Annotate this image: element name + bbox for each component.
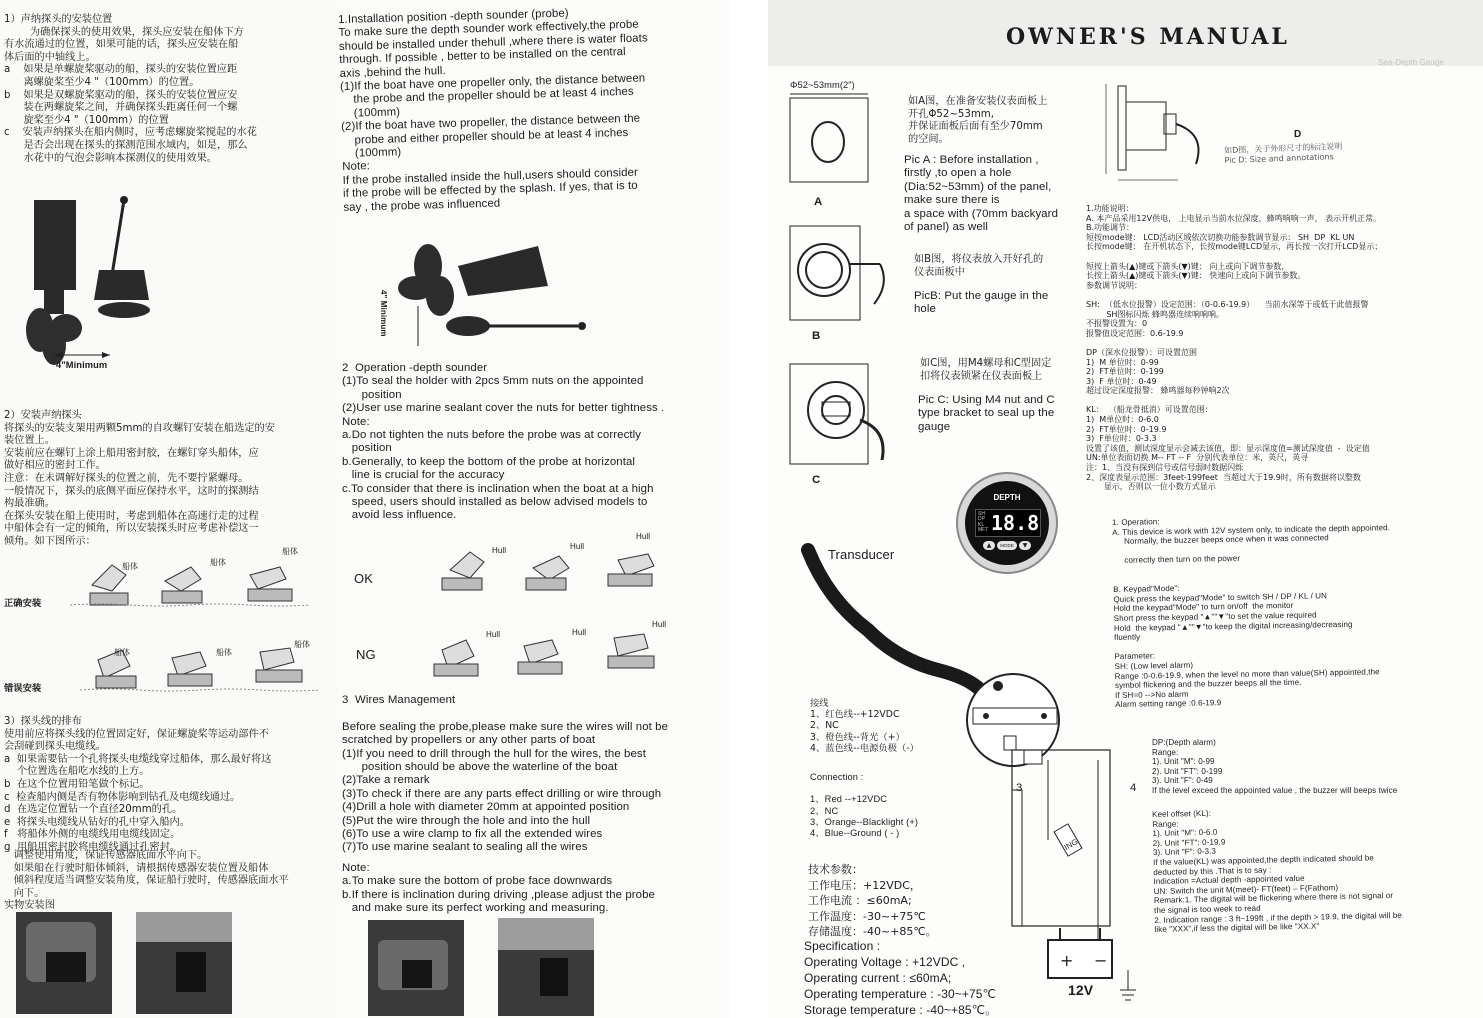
pic-c-zh: 如C图，用M4螺母和C型固定 扣将仪表锁紧在仪表面板上 [920,358,1052,382]
unit-kl: KL [978,521,985,528]
hull-label-en-2: Hull [570,542,585,551]
hull-label-zh-3: 船体 [282,547,298,556]
up-arrow-button[interactable]: ▲ [983,541,995,550]
en-note-2: Note: a.To make sure the bottom of probe face downwards b.If there is inclination during driving ,please adjust the probe and make sure its perfect working and measuring. [342,862,655,915]
hull-label-en-6: Hull [652,620,667,629]
zh-section-installation: 1）声纳探头的安装位置 为确保探头的使用效果，探头应安装在船体下方 有水流通过的位置，如果可能的话，探头应安装在船 体后面的中轴线上。 a 如果是单螺旋桨驱动的船，探头的安装位置应距 离螺旋桨至少4 "（100mm）的位置。 b 如果是双螺旋桨驱动的船，探头的安装位置应安 装在两螺旋桨之间，并确保探头距离任何一个螺 旋桨至少4 "（100mm）的位置 c 安装声纳探头在船内侧时，应考虑螺旋桨搅起的水花 是否会出现在探头的探测范围水域内，如是，那么 水花中的气泡会影响本探测仪的使用效果。 [4,14,257,164]
left-page [0,0,338,1018]
wiring-zh: 接线 1、红色线--+12VDC 2、NC 3、橙色线--背光（+） 4、蓝色线--电源负极（-） [810,698,919,754]
down-arrow-button[interactable]: ▼ [1019,541,1031,550]
function-zh: 1.功能说明： A. 本产品采用12V供电， 上电显示当前水位深度，蜂鸣响响一声， 表示开机正常。 B.功能调节： 短按mode键： LCD活动区域依次切换功能参数调节显示： SH DP KL UN 长按mode键： 在开机状态下，长按mode键LCD显示，再长按一次打开LCD显示； 短按上箭头(▲)键或下箭头(▼)键： 向上或向下调节参数， 长按上箭头(▲)键或下箭头(▼)键： 快速向上或向下调节参数。 参数调节说明： SH: （低水位报警）设定范围：（0-0.6-19.9） 当前水深等于或低于此值报警 SH图标闪烁 蜂鸣器连续响响响。 不报警设置为：0 报警值设定范围：0.6-19.9 DP（深水位报警）：可设置范围 1) M 单位时：0-99 2) FT单位时：0-199 3) F 单位时：0-49 超过设定深度报警： 蜂鸣器每秒钟响2次 KL： （船龙骨抵消）可设置范围： 1) M单位时：0-6.0 2) FT单位时：0-19.9 3) F单位时：0-3.3 设置了该值，测试深度显示会减去该值，即：显示深度值=测试深度值 - 设定值 UN:单位表面切换 M-- FT -- F 分别代表单位：米，英尺，英寻 注：1、当没有探到信号或信号弱时数据闪烁 2、深度表显示范围：3feet-199feet 当超过大于19.9时，所有数据将以整数 显示，否则以一位小数方式显示 [1086,204,1383,492]
install-photo-3 [368,920,464,1016]
spec-zh: 技术参数： 工作电压：+12VDC， 工作电流 ：≤60mA; 工作温度：-30~+75℃ 存储温度：-40~+85℃。 [808,863,937,938]
manual-title: OWNER'S MANUAL [1006,24,1290,50]
hull-label-en-4: Hull [486,630,501,639]
hull-label-en-3: Hull [636,532,651,541]
svg-text:+: + [1060,951,1074,970]
wrong-install-label: 错误安装 [4,683,42,694]
pic-a-zh: 如A图，在准备安装仪表面板上 开孔Φ52~53mm, 并保证面板后面有至少70mm 的空间。 [908,96,1048,145]
gauge-title: DEPTH [993,493,1021,502]
ng-install-diagrams [424,620,674,690]
zh-section-mount: 2）安装声纳探头 将探头的安装支架用两颗5mm的自攻螺钉安装在船选定的安 装位置上。 安装前应在螺钉上涂上船用密封胶，在螺钉穿头船体，应 做好相应的密封工作。 注意：在未调解好探头的位置之前，先不要拧紧螺母。 一般情况下，探头的底侧平面应保持水平，这时的探测结 构最准确。 在探头安装在船上使用时，考虑到船体在高速行走的过程 中船体会有一定的倾角，所以安装探头时应考虑补偿这一 倾角。如下图所示： [4,410,275,547]
fig-b-gauge-in-hole [790,224,900,324]
keel-offset-en: Keel offset (KL): Range: 1). Unit "M": 0-6.0 2). Unit "FT": 0-19.9 3). Unit "F": 0-3.3 If the value(KL) was appointed,the depth indicated should be deducted by this .That is to say : Indication =Actual depth -appointed value UN: Switch the unit M(meet)- FT(feet) – F(Fathom) Remark:1. The digital will be flickering where there is not signal or the signal is too week to read 2. Indication range : 3 ft~199ft , if the depth > 19.9, the digital will be like "XXX",if less the digital will be like "XX.X" [1152,808,1403,935]
en-section-operation: 2 Operation -depth sounder (1)To seal the holder with 2pcs 5mm nuts on the appointed position (2)User use marine sealant cover the nuts for better tightness . Note: a.Do not tighten the nuts before the probe was at correctly position b.Generally, to keep the bottom of the probe at horizontal line is crucial for the accuracy c.To consider that there is inclination when the boat at a high speed, users should installed as below advised models to avoid less influence. [342,362,665,522]
spec-en: Specification : Operating Voltage : +12VDC , Operating current : ≤60mA; Operating temperature : -30~+75℃ Storage temperature : -40~+85℃。 [804,939,998,1017]
en-section-installation: 1.Installation position -depth sounder (probe) To make sure the depth sounder work effectively,the probe should be installed under thehull ,where there is water floats through. If possible , better to be installed on the central axis ,behind the hull. (1)If the boat have one propeller only, the distance between the probe and the propeller should be at least 4 inches (100mm) (2)If the boat have two propeller, the distance between the probe and either propeller should be at least 4 inches (100mm) Note: If the probe installed inside the hull,users should consider if the probe will be effected by the splash. If yes, that is to say , the probe was influenced [338,7,648,214]
middle-page [338,0,730,1018]
zh-angle-adjust: 调整使用角度，保证传感器底面水平向下。 如果船在行驶时船体倾斜，请根据传感器安装位置及船体 倾斜程度适当调整安装角度，保证船行驶时，传感器底面水平 向下。 实物安装图 [4,850,289,912]
correct-install-diagrams [70,545,310,615]
ok-label: OK [354,571,373,586]
minimum-label-2: 4" Minimum [379,290,388,337]
install-photo-2 [136,912,232,1014]
hull-label-zh-4: 船体 [114,648,130,657]
hole-dimension: Φ52~53mm(2") [790,80,855,90]
depth-alarm-en: DP:(Depth alarm) Range: 1). Unit "M": 0-99 2). Unit "FT": 0-199 3). Unit "F": 0-49 If the level exceed the appointed value , the buzzer will beeps twice [1152,738,1398,795]
pic-a-en: Pic A : Before installation , firstly ,to open a hole (Dia:52~53mm) of the panel, make sure there is a space with (70mm backyard of panel) as well [904,154,1059,234]
battery-voltage-label: 12V [1068,982,1094,998]
operation-en: 1. Operation: A. This device is work with 12V system only, to indicate the depth appointed. Normally, the buzzer beeps once when it was connected correctly then turn on the power B. Keypad"Mode": Quick press the keypad"Mode" to switch SH / DP / KL / UN Hold the keypad"Mode" to turn on/off the monitor Short press the keypad "▲""▼"to set the value required Hold the keypad "▲""▼"to keep the digital increasing/decreasing fluently Parameter: SH: (Low level alarm) Range :0-0.6-19.9, when the level no more than value(SH) appointed,the symbol flickering and the buzzer beeps all the time. If SH=0 -->No alarm Alarm setting range :0.6-19.9 [1112,517,1391,710]
probe-illustration-1 [14,180,334,380]
manual-subtitle: Sea-Depth Gauge [1378,58,1444,67]
fig-b-label: B [812,330,821,342]
gauge-display [975,509,1041,537]
fig-a-label: A [814,196,823,208]
fig-d-dimensions [1098,74,1208,186]
right-page [768,0,1483,1018]
pic-b-en: PicB: Put the gauge in the hole [914,290,1049,316]
hull-label-zh-1: 船体 [122,562,138,571]
hull-label-en-5: Hull [572,628,587,637]
wrong-install-diagrams [80,630,320,700]
hull-label-zh-6: 船体 [294,640,310,649]
unit-m-ft: MFT [978,527,989,534]
correct-install-label: 正确安装 [4,598,42,609]
fig-c-label: C [812,474,821,486]
pic-d-caption: 如D图，关于外形尺寸的标注说明 Pic D: Size and annotations [1224,141,1343,165]
fuse-label: ING [1062,837,1080,853]
transducer-label: Transducer [828,547,895,562]
fig-d-label: D [1294,129,1302,140]
page-gutter [730,0,768,1018]
fig-a-panel-hole [790,94,870,184]
unit-dp: DP [978,516,985,523]
gauge-reading: 18.8 [991,511,1040,535]
mode-button[interactable]: MODE [997,541,1017,550]
install-photo-1 [16,912,112,1014]
svg-text:−: − [1094,951,1108,970]
fig-c-bracket [790,360,900,470]
hull-label-zh-2: 船体 [210,558,226,567]
unit-sh: SH [978,511,985,517]
zh-section-wires: 3）探头线的排布 使用前应将探头线的位置固定好，保证螺旋桨等运动部件不 会刮碰到探头电缆线。 a 如果需要钻一个孔将探头电缆线穿过船体，那么最好将这 个位置选在船吃水线的上方。 b 在这个位置用铅笔做个标记。 c 检查船内侧是否有物体影响到钻孔及电缆线通过。 d 在选定位置钻一个直径20mm的孔。 e 将探头电缆线从钻好的孔中穿入船内。 f 将船体外侧的电缆线用电缆线固定。 g 用船用密封胶将电缆线通过孔密封。 [4,716,272,853]
install-photo-4 [498,918,594,1016]
ok-install-diagrams [428,540,668,600]
minimum-label-1: 4"Minimum [56,360,108,370]
hull-label-zh-5: 船体 [216,648,232,657]
terminal-3: 3 [1016,782,1023,794]
en-section-wires: 3 Wires Management Before sealing the probe,please make sure the wires will not be scratched by propellers or any other parts of boat (1)If you need to drill through the hull for the wires, the best position should be above the waterline of the boat (2)Take a remark (3)To check if there are any parts effect drilling or wire through (4)Drill a hole with diameter 20mm at appointed position (5)Put the wire through the hole and into the hull (6)To use a wire clamp to fix all the extended wires (7)To use marine sealant to sealing all the wires [342,694,669,854]
probe-illustration-2 [378,226,638,356]
hull-label-en-1: Hull [492,546,507,555]
connection-en: Connection : 1、Red --+12VDC 2、NC 3、Orange--Blacklight (+) 4、Blue--Ground ( - ) [810,772,919,839]
pic-b-zh: 如B图，将仪表放入开好孔的 仪表面板中 [914,254,1044,278]
terminal-4: 4 [1130,782,1137,794]
ng-label: NG [356,647,376,662]
pic-c-en: Pic C: Using M4 nut and C type bracket to seal up the gauge [918,394,1055,433]
